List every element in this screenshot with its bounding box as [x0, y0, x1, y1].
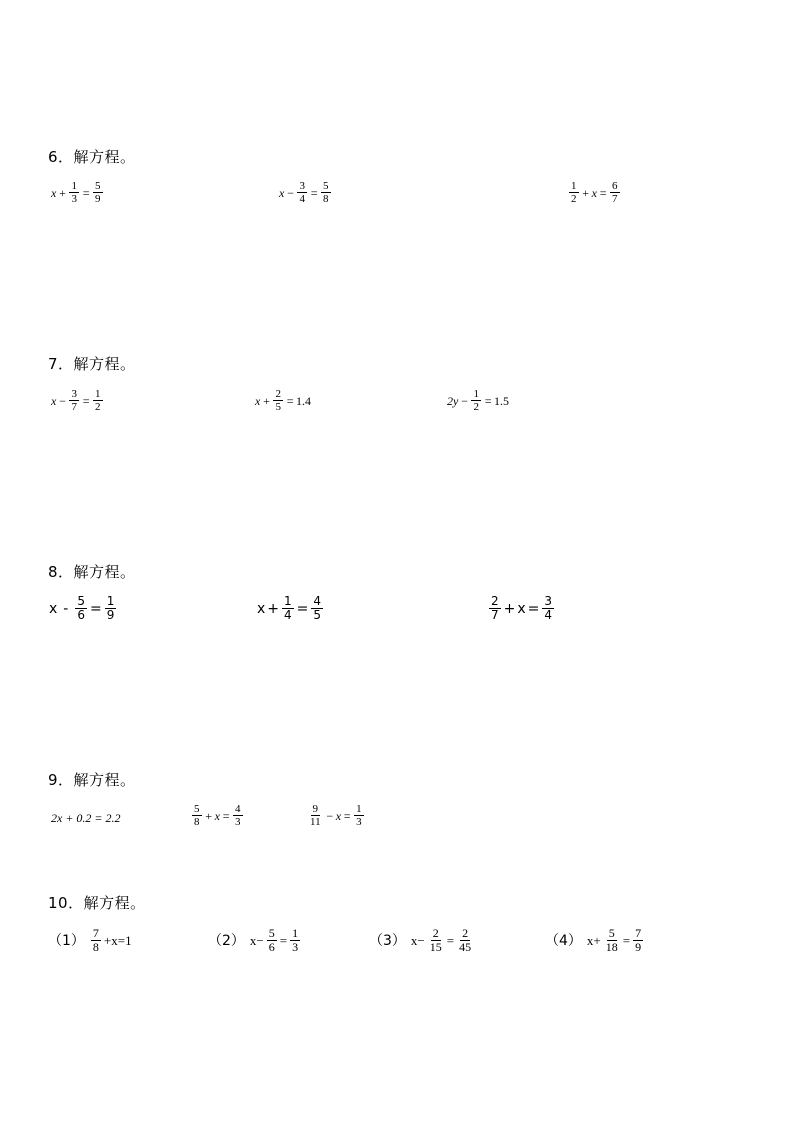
equals: = [285, 393, 295, 408]
equals: = [483, 393, 493, 408]
fraction: $\frac{7}{8}$ [92, 926, 99, 954]
term: x [591, 185, 597, 200]
q7-equation-1 [50, 388, 105, 413]
equation-text: 2x + 0.2 = 2.2 [51, 811, 121, 825]
equals: = [309, 185, 319, 200]
q8-equation-1 [48, 595, 118, 622]
fraction: $\frac{1}{2}$ [95, 388, 101, 413]
fraction: $\frac{1}{2}$ [473, 388, 479, 413]
fraction: $\frac{2}{45}$ [459, 926, 472, 954]
fraction: $\frac{5}{18}$ [605, 926, 618, 954]
equals: = [81, 393, 91, 408]
q6-equation-2 [278, 180, 333, 205]
q6-equation-1 [50, 180, 105, 205]
fraction: $\frac{3}{4}$ [299, 180, 305, 205]
operator: − [58, 393, 67, 408]
equals: = [279, 933, 288, 948]
term: x [214, 808, 220, 823]
q10-equation-1 [48, 927, 133, 954]
q6-equation-3 [567, 180, 622, 205]
equals: = [598, 185, 608, 200]
question-8-title: 8．解方程。 [48, 563, 136, 581]
fraction: $\frac{5}{8}$ [323, 180, 329, 205]
q9-equation-3 [306, 803, 366, 828]
fraction: $\frac{4}{5}$ [313, 594, 322, 622]
item-label: （4） [545, 932, 582, 949]
equals: = [81, 185, 91, 200]
operator: + [581, 185, 590, 200]
q9-equation-2 [190, 803, 245, 828]
term: x [51, 393, 57, 408]
term: x− [249, 933, 264, 948]
fraction: $\frac{2}{5}$ [275, 388, 281, 413]
q10-equation-2 [208, 927, 302, 954]
term: x [517, 600, 526, 617]
equals: = [446, 933, 455, 948]
term: x [255, 393, 261, 408]
question-7-title: 7．解方程。 [48, 355, 136, 373]
operator: − [286, 185, 295, 200]
fraction: $\frac{4}{3}$ [235, 803, 241, 828]
item-label: （3） [369, 932, 406, 949]
question-9-title: 9．解方程。 [48, 771, 136, 789]
fraction: $\frac{1}{3}$ [292, 926, 299, 954]
term: x+ [586, 933, 601, 948]
question-10-title: 10．解方程。 [48, 894, 146, 912]
equals: = [622, 933, 631, 948]
term: x− [410, 933, 425, 948]
fraction: $\frac{2}{7}$ [491, 594, 499, 622]
fraction: $\frac{1}{3}$ [71, 180, 77, 205]
fraction: $\frac{5}{6}$ [77, 594, 85, 622]
fraction: $\frac{3}{7}$ [71, 388, 77, 413]
equals: = [221, 808, 231, 823]
operator: + [262, 393, 271, 408]
equals: = [343, 808, 352, 823]
result: 1.5 [494, 393, 510, 408]
fraction: $\frac{9}{11}$ [310, 803, 321, 828]
fraction: $\frac{5}{6}$ [268, 926, 275, 954]
result: 1.4 [296, 393, 312, 408]
operator: + [267, 600, 280, 617]
q7-equation-3 [446, 388, 510, 413]
fraction: $\frac{5}{8}$ [194, 803, 200, 828]
operator: - [63, 600, 69, 617]
term: x [49, 600, 58, 617]
question-6-title: 6．解方程。 [48, 148, 136, 166]
q8-equation-3 [487, 595, 556, 622]
operator: + [503, 600, 516, 617]
operator: − [325, 808, 334, 823]
item-label: （1） [48, 932, 85, 949]
fraction: $\frac{6}{7}$ [612, 180, 618, 205]
q10-equation-4 [545, 927, 645, 954]
equals: = [90, 600, 102, 617]
q9-equation-1 [50, 810, 122, 826]
q8-equation-2 [256, 595, 325, 622]
term: +x=1 [103, 933, 132, 948]
fraction: $\frac{7}{9}$ [635, 926, 642, 954]
operator: + [58, 185, 67, 200]
fraction: $\frac{1}{2}$ [571, 180, 577, 205]
q10-equation-3 [369, 927, 475, 954]
q7-equation-2 [254, 388, 312, 413]
equals: = [527, 600, 540, 617]
fraction: $\frac{3}{4}$ [544, 594, 553, 622]
fraction: $\frac{5}{9}$ [95, 180, 101, 205]
fraction: $\frac{1}{9}$ [106, 594, 115, 622]
fraction: $\frac{1}{3}$ [356, 803, 362, 828]
operator: − [460, 393, 469, 408]
term: x [335, 808, 342, 823]
term: 2y [447, 393, 459, 408]
fraction: $\frac{1}{4}$ [284, 594, 292, 622]
operator: + [204, 808, 213, 823]
term: x [257, 600, 266, 617]
term: x [51, 185, 57, 200]
item-label: （2） [208, 932, 245, 949]
equals: = [296, 600, 309, 617]
term: x [279, 185, 285, 200]
fraction: $\frac{2}{15}$ [429, 926, 442, 954]
